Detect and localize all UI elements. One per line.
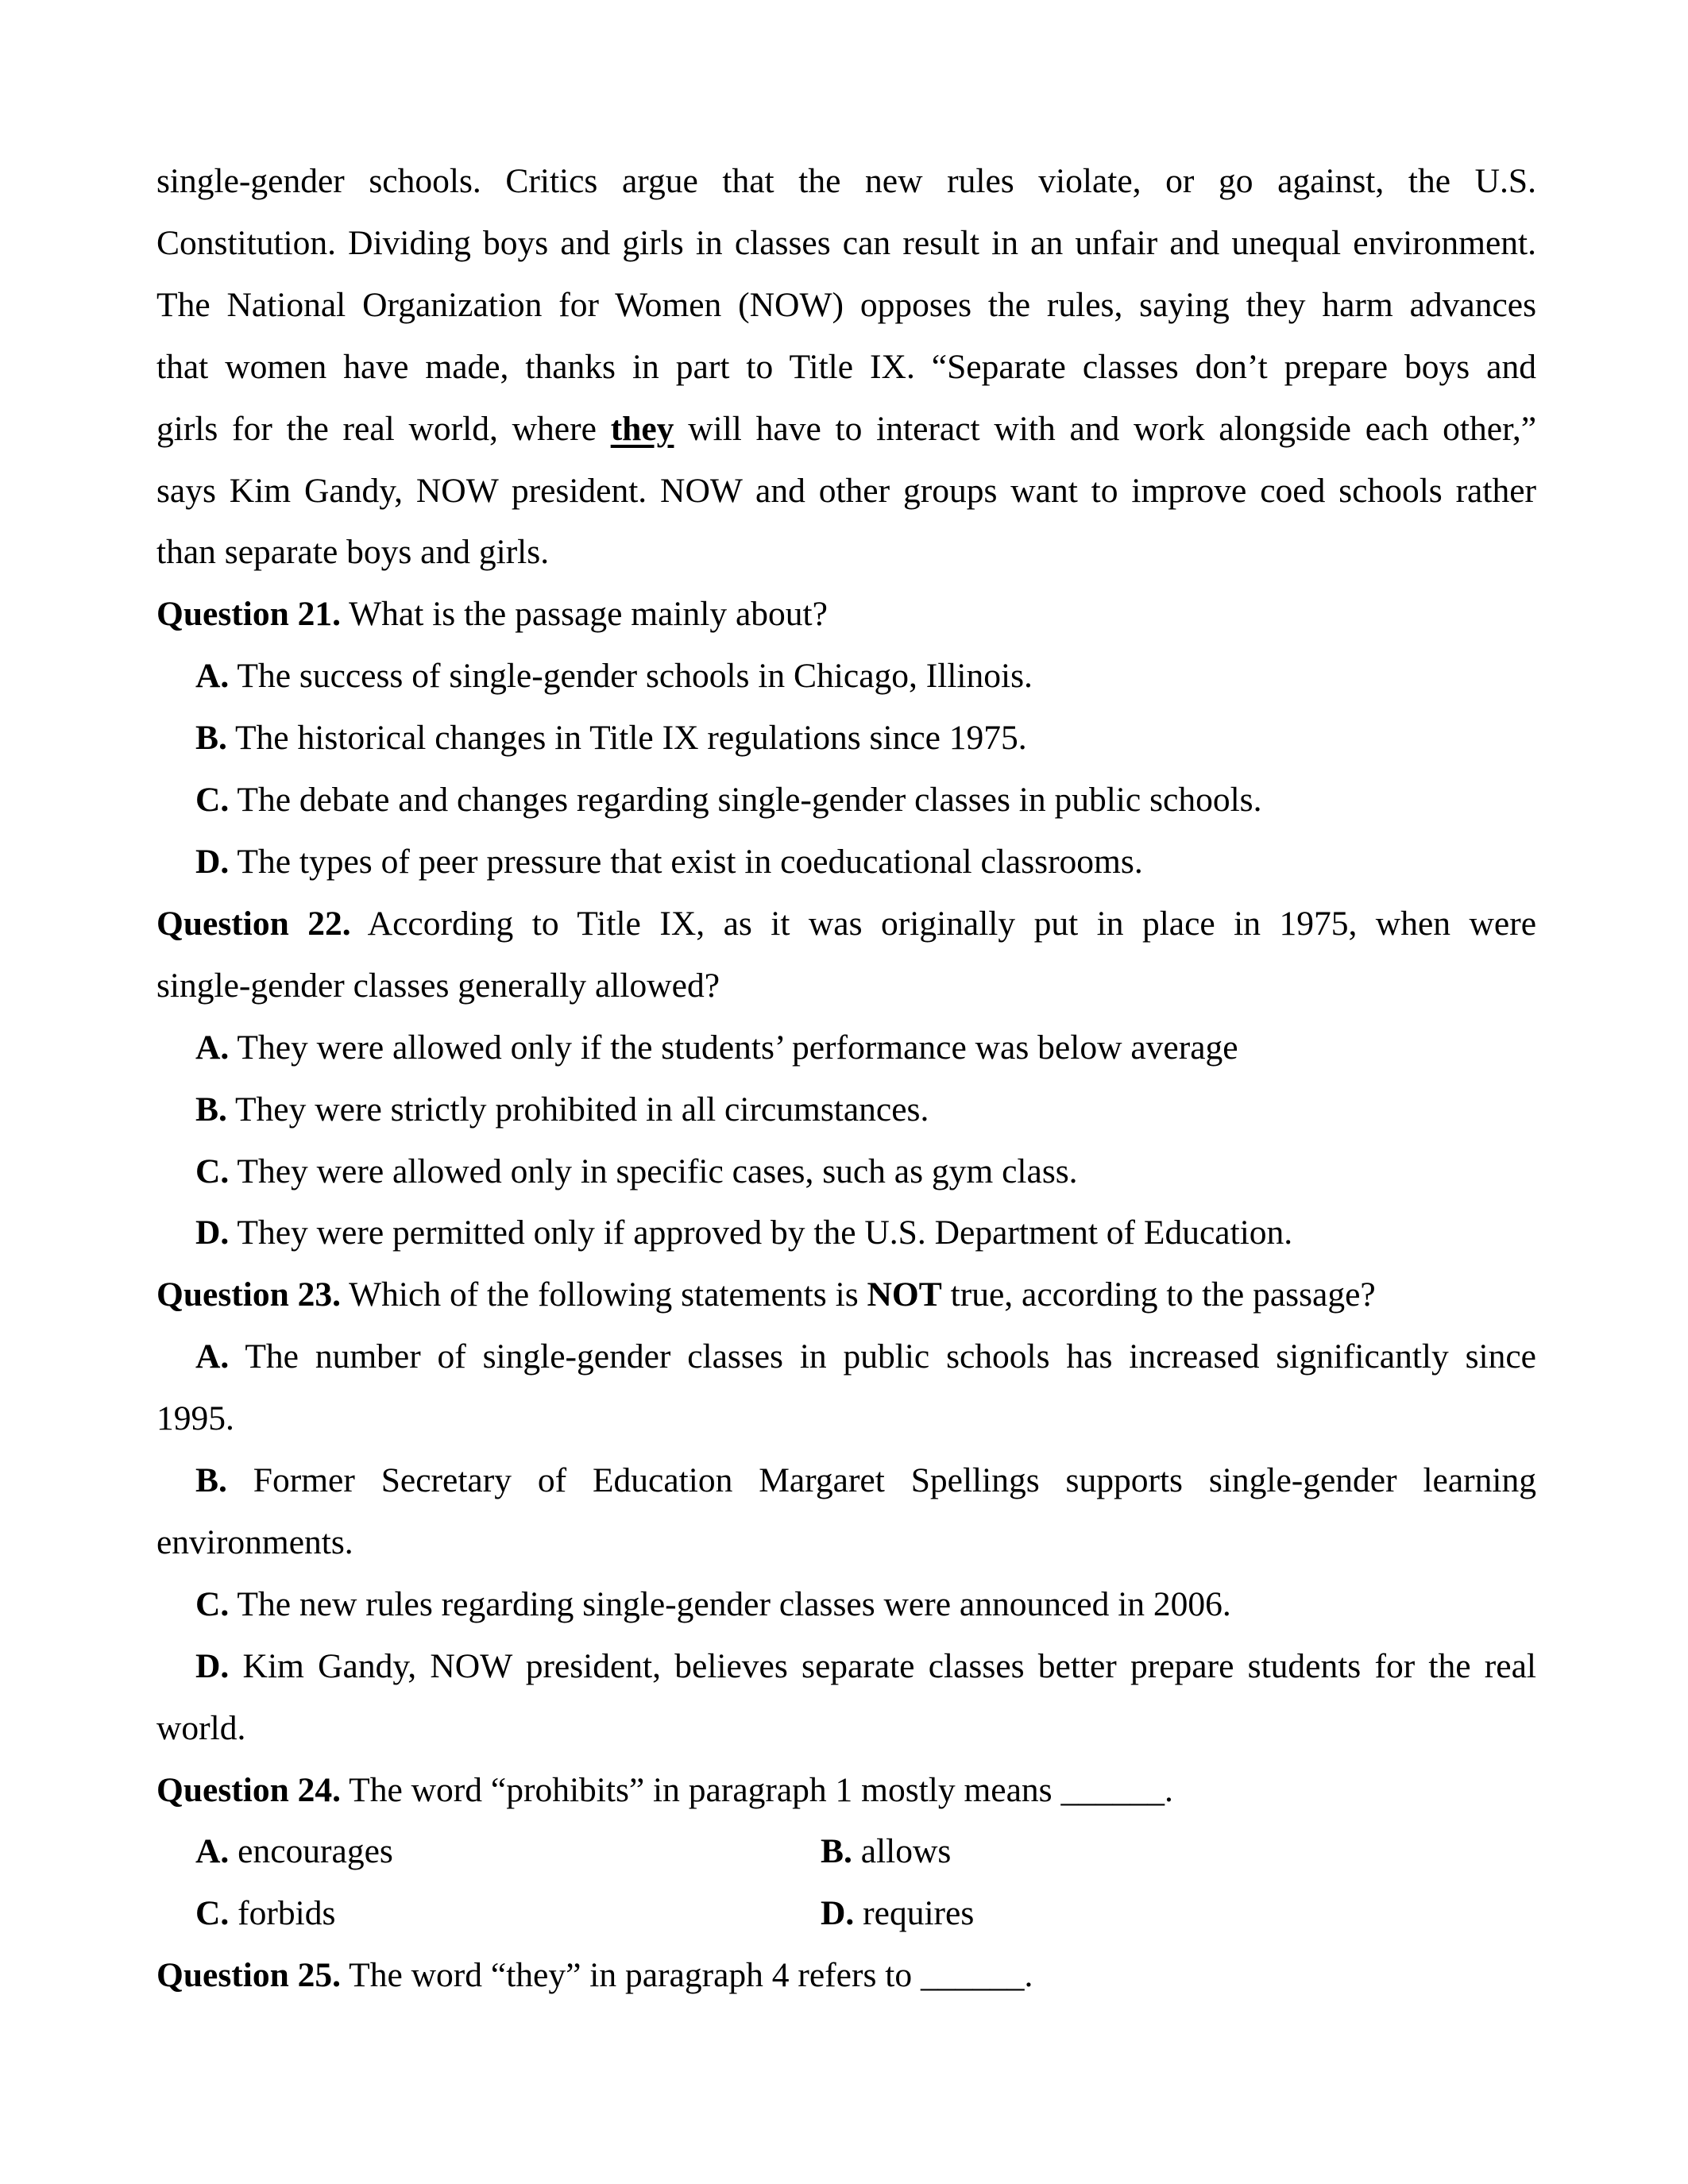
question-23 [156, 1264, 1536, 1759]
option-label: C. [195, 1152, 230, 1190]
question-stem [156, 893, 1536, 1017]
option-text: They were allowed only in specific cases, such as gym class. [229, 1152, 1078, 1190]
option-label: C. [195, 781, 230, 820]
question-text: Which of the following statements is [341, 1275, 867, 1314]
highlighted-word-they: they [610, 409, 674, 448]
option-label: D. [195, 842, 230, 881]
option-text: The debate and changes regarding single-gender classes in public schools. [229, 781, 1262, 820]
question-stem [156, 1264, 1536, 1326]
option-label: B. [195, 719, 227, 758]
passage-line: single-gender schools. Critics argue that the new rules violate, or go against, the U.S. [156, 162, 1536, 200]
option-b[interactable] [821, 1821, 1377, 1883]
option-label: D. [821, 1894, 855, 1933]
option-c[interactable] [195, 1883, 821, 1945]
option-a[interactable] [156, 1326, 1536, 1450]
option-text: Kim Gandy, NOW president, believes separate classes better prepare students for the real [229, 1646, 1536, 1685]
option-c[interactable] [156, 1574, 1536, 1636]
option-label: D. [195, 1214, 230, 1252]
question-stem [156, 1760, 1536, 1822]
question-number: Question 24. [156, 1770, 342, 1809]
option-text: They were permitted only if approved by the U.S. Department of Education. [229, 1214, 1293, 1252]
passage-text: will have to interact with and work alongside each other,” [674, 409, 1536, 448]
option-text: The number of single-gender classes in public schools has increased significantly since [229, 1337, 1536, 1376]
option-a[interactable] [156, 646, 1536, 708]
question-text: What is the passage mainly about? [341, 595, 828, 634]
question-text: true, according to the passage? [941, 1275, 1376, 1314]
options-grid [156, 1821, 1536, 1945]
passage-line: says Kim Gandy, NOW president. NOW and other groups want to improve coed schools rather [156, 471, 1536, 510]
option-label: C. [195, 1584, 230, 1623]
question-25 [156, 1945, 1536, 2007]
question-text: According to Title IX, as it was originally put in place in 1975, when were [350, 904, 1537, 943]
question-stem [156, 584, 1536, 646]
option-text: They were allowed only if the students’ performance was below average [229, 1028, 1238, 1067]
option-text: The success of single-gender schools in Chicago, Illinois. [229, 657, 1033, 696]
option-text: allows [852, 1832, 952, 1871]
question-stem-line [156, 893, 1536, 955]
option-text: requires [854, 1894, 975, 1933]
question-21 [156, 584, 1536, 893]
question-number: Question 25. [156, 1956, 342, 1995]
question-number: Question 22. [156, 904, 351, 943]
passage-line: than separate boys and girls. [156, 533, 550, 572]
option-c[interactable] [156, 1141, 1536, 1203]
option-b[interactable] [156, 708, 1536, 770]
option-d[interactable] [821, 1883, 1377, 1945]
option-line [156, 1450, 1536, 1512]
option-text: The new rules regarding single-gender classes were announced in 2006. [229, 1584, 1231, 1623]
passage-paragraph [156, 151, 1536, 584]
question-stem-line: single-gender classes generally allowed? [156, 966, 720, 1005]
option-label: A. [195, 657, 230, 696]
passage-line: that women have made, thanks in part to Title IX. “Separate classes don’t prepare boys and [156, 347, 1536, 386]
option-label: C. [195, 1894, 230, 1933]
option-label: B. [195, 1090, 227, 1129]
option-d[interactable] [156, 832, 1536, 893]
option-text: forbids [229, 1894, 336, 1933]
option-b[interactable] [156, 1079, 1536, 1141]
option-line [156, 1326, 1536, 1388]
option-a[interactable] [195, 1821, 821, 1883]
option-d[interactable] [156, 1636, 1536, 1760]
question-stem [156, 1945, 1536, 2007]
option-text: encourages [229, 1832, 393, 1871]
option-text: They were strictly prohibited in all circumstances. [226, 1090, 929, 1129]
option-label: A. [195, 1028, 230, 1067]
option-label: B. [821, 1832, 852, 1871]
option-b[interactable] [156, 1450, 1536, 1574]
passage-line [156, 399, 1536, 461]
option-label: B. [195, 1461, 227, 1500]
option-text: The historical changes in Title IX regulations since 1975. [226, 719, 1027, 758]
option-c[interactable] [156, 770, 1536, 832]
option-text: The types of peer pressure that exist in coeducational classrooms. [229, 842, 1143, 881]
option-label: A. [195, 1337, 230, 1376]
option-line: 1995. [156, 1399, 234, 1438]
document-page [156, 151, 1536, 2007]
question-text: The word “they” in paragraph 4 refers to ______. [341, 1956, 1033, 1995]
option-label: A. [195, 1832, 230, 1871]
question-number: Question 23. [156, 1275, 342, 1314]
passage-line: The National Organization for Women (NOW) opposes the rules, saying they harm advances [156, 285, 1536, 324]
option-line: environments. [156, 1522, 353, 1561]
question-24 [156, 1760, 1536, 1946]
question-number: Question 21. [156, 595, 342, 634]
option-line: world. [156, 1708, 246, 1747]
passage-text: girls for the real world, where [156, 409, 611, 448]
question-emphasis: NOT [867, 1275, 942, 1314]
option-d[interactable] [156, 1202, 1536, 1264]
passage-line: Constitution. Dividing boys and girls in classes can result in an unfair and unequal environment. [156, 223, 1536, 262]
question-22 [156, 893, 1536, 1264]
question-text: The word “prohibits” in paragraph 1 mostly means ______. [341, 1770, 1173, 1809]
option-a[interactable] [156, 1017, 1536, 1079]
option-label: D. [195, 1646, 230, 1685]
option-text: Former Secretary of Education Margaret Spellings supports single-gender learning [226, 1461, 1536, 1500]
option-line [156, 1636, 1536, 1698]
